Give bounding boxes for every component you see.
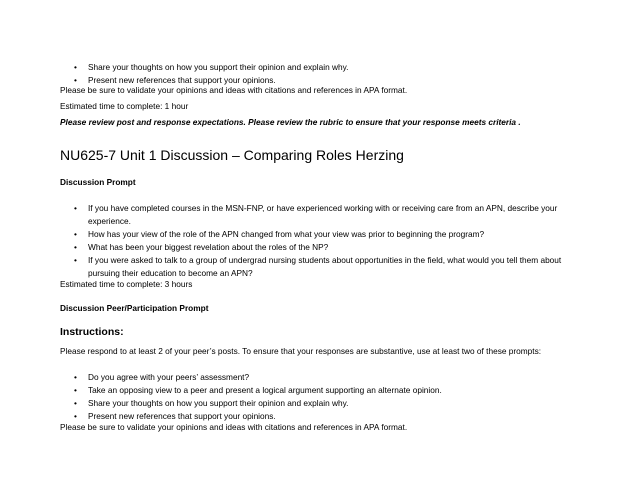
list-item bbox=[74, 411, 276, 422]
list-item bbox=[74, 62, 348, 73]
bullet-icon bbox=[74, 203, 88, 214]
list-item bbox=[74, 255, 561, 266]
list-item-text: Present new references that support your opinions. bbox=[88, 411, 276, 421]
list-item bbox=[74, 203, 557, 214]
validate-note: Please be sure to validate your opinions and ideas with citations and references in APA format. bbox=[60, 85, 408, 95]
list-item bbox=[74, 229, 484, 240]
bullet-icon bbox=[74, 229, 88, 240]
list-item-text: Share your thoughts on how you support their opinion and explain why. bbox=[88, 398, 349, 408]
bullet-icon bbox=[74, 398, 88, 409]
list-item-text: Take an opposing view to a peer and present a logical argument supporting an alternate opinion. bbox=[88, 385, 442, 395]
list-item-continuation: experience. bbox=[88, 216, 131, 226]
instructions-heading: Instructions: bbox=[60, 326, 124, 338]
bullet-icon bbox=[74, 385, 88, 396]
bullet-icon bbox=[74, 62, 88, 73]
list-item-text: What has been your biggest revelation about the roles of the NP? bbox=[88, 242, 329, 252]
list-item-text: Do you agree with your peers’ assessment? bbox=[88, 372, 250, 382]
list-item bbox=[74, 372, 249, 383]
bullet-icon bbox=[74, 242, 88, 253]
list-item-continuation: pursuing their education to become an APN? bbox=[88, 268, 253, 278]
list-item bbox=[74, 385, 442, 396]
discussion-prompt-label: Discussion Prompt bbox=[60, 177, 136, 187]
review-note: Please review post and response expectations. Please review the rubric to ensure that your response meets criteria . bbox=[60, 117, 521, 127]
list-item-text: If you have completed courses in the MSN-FNP, or have experienced working with or receiving care from an APN, describe your bbox=[88, 203, 558, 213]
bullet-icon bbox=[74, 411, 88, 422]
estimated-time: Estimated time to complete: 1 hour bbox=[60, 101, 189, 111]
validate-note: Please be sure to validate your opinions and ideas with citations and references in APA format. bbox=[60, 422, 408, 432]
instructions-text: Please respond to at least 2 of your peer’s posts. To ensure that your responses are substantive, use at least two of these prompts: bbox=[60, 346, 542, 356]
list-item bbox=[74, 242, 328, 253]
peer-prompt-label: Discussion Peer/Participation Prompt bbox=[60, 303, 209, 313]
list-item bbox=[74, 398, 348, 409]
list-item-text: Present new references that support your opinions. bbox=[88, 75, 276, 85]
estimated-time: Estimated time to complete: 3 hours bbox=[60, 279, 193, 289]
bullet-icon bbox=[74, 255, 88, 266]
bullet-icon bbox=[74, 372, 88, 383]
list-item-text: How has your view of the role of the APN changed from what your view was prior to beginning the program? bbox=[88, 229, 485, 239]
list-item-text: Share your thoughts on how you support their opinion and explain why. bbox=[88, 62, 349, 72]
page-title: NU625-7 Unit 1 Discussion – Comparing Roles Herzing bbox=[60, 147, 404, 163]
list-item-text: If you were asked to talk to a group of undergrad nursing students about opportunities in the field, what would you tell them about bbox=[88, 255, 562, 265]
